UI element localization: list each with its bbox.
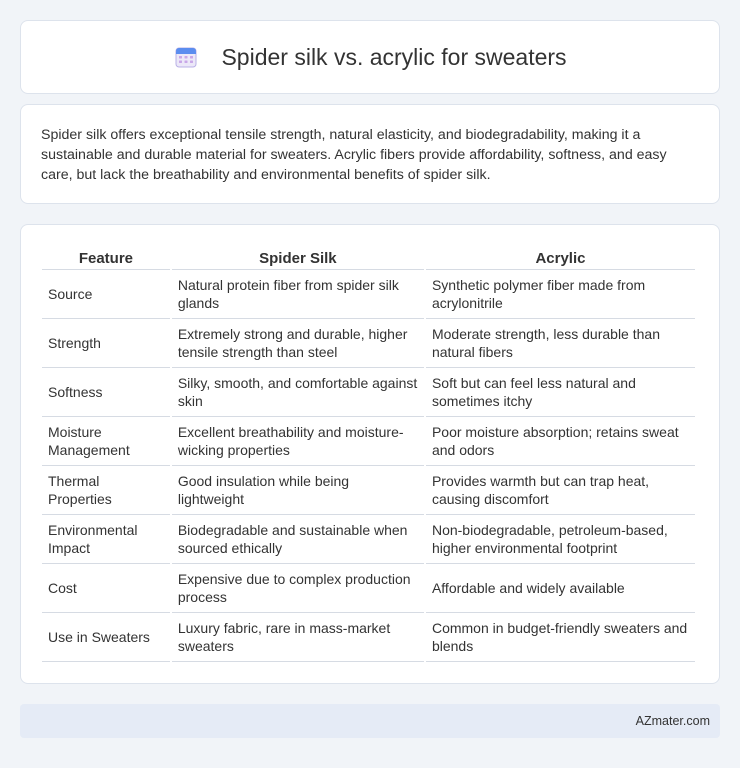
comparison-table [40, 245, 697, 662]
footer [20, 704, 720, 738]
table-row [42, 417, 695, 466]
page-title: Spider silk vs. acrylic for sweaters [221, 43, 567, 70]
feature-cell: Cost [42, 564, 170, 613]
title-card [20, 20, 720, 94]
spider-silk-cell: Good insulation while being lightweight [172, 466, 424, 515]
table-row [42, 564, 695, 613]
table-header-row [42, 245, 695, 270]
feature-cell: Environmental Impact [42, 515, 170, 564]
table-row [42, 319, 695, 368]
header-spider-silk: Spider Silk [172, 245, 424, 270]
feature-cell: Moisture Management [42, 417, 170, 466]
feature-cell: Softness [42, 368, 170, 417]
table-row [42, 613, 695, 662]
acrylic-cell: Provides warmth but can trap heat, causing discomfort [426, 466, 695, 515]
spider-silk-cell: Extremely strong and durable, higher tensile strength than steel [172, 319, 424, 368]
feature-cell: Strength [42, 319, 170, 368]
acrylic-cell: Poor moisture absorption; retains sweat and odors [426, 417, 695, 466]
header-feature: Feature [42, 245, 170, 270]
acrylic-cell: Synthetic polymer fiber made from acrylonitrile [426, 270, 695, 319]
summary-card [20, 104, 720, 204]
table-row [42, 515, 695, 564]
spider-silk-cell: Luxury fabric, rare in mass-market sweaters [172, 613, 424, 662]
comparison-table-card [20, 224, 720, 684]
footer-site-link[interactable]: AZmater.com [635, 714, 710, 728]
feature-cell: Source [42, 270, 170, 319]
spider-silk-cell: Natural protein fiber from spider silk glands [172, 270, 424, 319]
acrylic-cell: Affordable and widely available [426, 564, 695, 613]
acrylic-cell: Soft but can feel less natural and sometimes itchy [426, 368, 695, 417]
spider-silk-cell: Expensive due to complex production process [172, 564, 424, 613]
acrylic-cell: Common in budget-friendly sweaters and blends [426, 613, 695, 662]
spider-silk-cell: Silky, smooth, and comfortable against skin [172, 368, 424, 417]
table-row [42, 270, 695, 319]
feature-cell: Use in Sweaters [42, 613, 170, 662]
table-row [42, 466, 695, 515]
table-row [42, 368, 695, 417]
acrylic-cell: Moderate strength, less durable than natural fibers [426, 319, 695, 368]
header-acrylic: Acrylic [426, 245, 695, 270]
spider-silk-cell: Excellent breathability and moisture-wicking properties [172, 417, 424, 466]
calendar-icon [173, 44, 199, 70]
spider-silk-cell: Biodegradable and sustainable when sourced ethically [172, 515, 424, 564]
feature-cell: Thermal Properties [42, 466, 170, 515]
acrylic-cell: Non-biodegradable, petroleum-based, higher environmental footprint [426, 515, 695, 564]
summary-text: Spider silk offers exceptional tensile strength, natural elasticity, and biodegradability, making it a sustainable and durable material for sweaters. Acrylic fibers provide affordability, softness, and easy care, but lack the breathability and environmental benefits of spider silk. [41, 127, 667, 183]
